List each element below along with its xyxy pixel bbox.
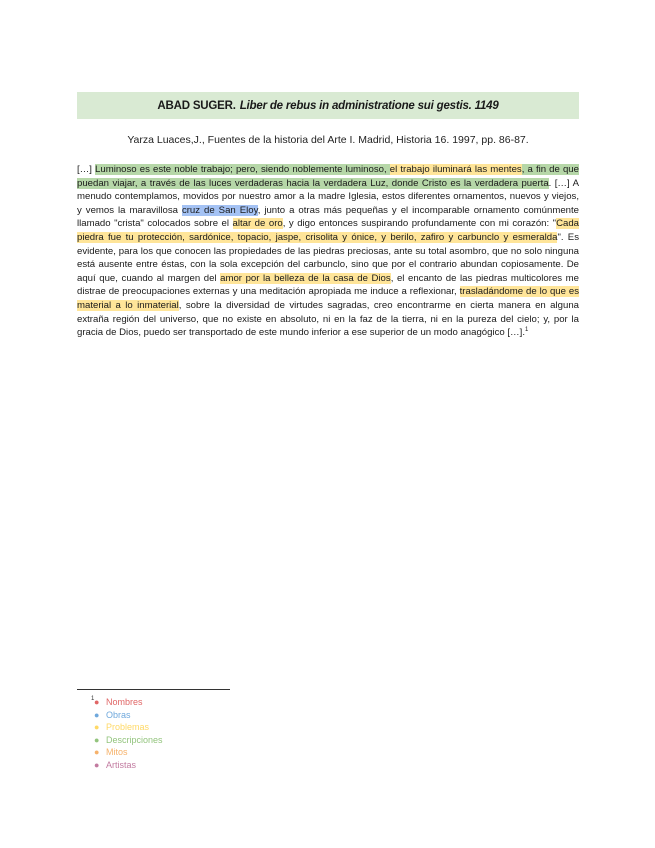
highlight-problem: el trabajo iluminará las mentes <box>389 164 522 175</box>
highlight-problem: amor por la belleza de la casa de Dios <box>220 272 391 284</box>
title-author: ABAD SUGER. <box>157 99 236 112</box>
bullet-icon: ● <box>94 759 100 770</box>
legend-item-problemas <box>94 721 163 734</box>
footnote-mark: 1 <box>91 696 95 702</box>
bullet-icon: ● <box>94 722 100 733</box>
highlight-work: cruz de San Eloy <box>181 204 258 216</box>
passage-segment: , junto a otras más pequeñas y el incomparable ornamento comúnmente llamado "crista" colocados sobre el <box>77 204 580 230</box>
passage-segment: , y digo entonces suspirando profundamente con mi corazón: " <box>282 218 557 230</box>
highlight-problem: trasladándome de lo que es material a lo inmaterial <box>77 286 579 311</box>
footnote-ref[interactable]: 1 <box>524 326 529 333</box>
legend-item-artistas <box>94 759 163 772</box>
legend-item-obras <box>94 709 163 722</box>
passage-segment: . […] A menudo contemplamos, movidos por nuestro amor a la madre Iglesia, estos diferentes ornamentos, nuevos y viejos, y vemos la maravillosa <box>77 177 579 216</box>
legend-label: Mitos <box>106 747 128 758</box>
passage-segment: […] <box>77 164 96 175</box>
bullet-icon: ● <box>94 734 100 745</box>
passage-segment: , el encanto de las piedras multicolores me distrae de preocupaciones externas y una meditación apropiada me induce a reflexionar, <box>77 272 579 298</box>
passage-segment: ". Es evidente, para los que conocen las propiedades de las piedras preciosas, ante su total asombro, que no solo ninguna está ausente entre éstas, con la sola excepción del carbunclo, sino que por el contrario abundan copiosamente. De aquí que, cuando al margen del <box>77 231 580 284</box>
bullet-icon: ● <box>94 697 100 707</box>
legend-label: Descripciones <box>106 734 163 745</box>
bullet-icon: ● <box>94 747 100 758</box>
title-work: Liber de rebus in administratione sui gestis. 1149 <box>239 99 499 112</box>
legend-item-nombres <box>94 696 163 709</box>
legend-item-descripciones <box>94 734 163 747</box>
legend-label: Problemas <box>106 722 150 733</box>
source-citation: Yarza Luaces,J., Fuentes de la historia del Arte I. Madrid, Historia 16. 1997, pp. 86-87. <box>127 134 529 146</box>
legend-label: Nombres <box>106 697 143 707</box>
footnote-divider <box>77 689 230 690</box>
legend-label: Artistas <box>106 759 137 770</box>
quoted-passage <box>77 163 579 340</box>
highlight-problem: altar de oro <box>232 218 283 230</box>
passage-segment: , sobre la diversidad de virtudes sagradas, creo encontrarme en cierta manera en alguna extraña región del universo, que no existe en absoluto, ni en la faz de la tierra, ni en la pureza del cielo; y, por la gracia de Dios, puedo ser transportado de este mundo inferior a ese superior de un modo anagógico […]. <box>77 299 579 339</box>
legend-item-mitos <box>94 746 163 759</box>
highlight-description: Luminoso es este noble trabajo; pero, siendo noblemente luminoso, <box>95 164 390 175</box>
highlight-legend <box>91 696 163 772</box>
highlight-description: , a fin de que puedan viajar, a través de las luces verdaderas hacia la verdadera Luz, donde Cristo es la verdadera puerta <box>77 164 579 189</box>
highlight-problem: Cada piedra fue tu protección, sardónice, topacio, jaspe, crisolita y ónice, y berilo, zafiro y carbunclo y esmeralda <box>77 218 580 243</box>
bullet-icon: ● <box>94 709 100 720</box>
legend-label: Obras <box>106 709 131 720</box>
document-title <box>77 92 579 119</box>
